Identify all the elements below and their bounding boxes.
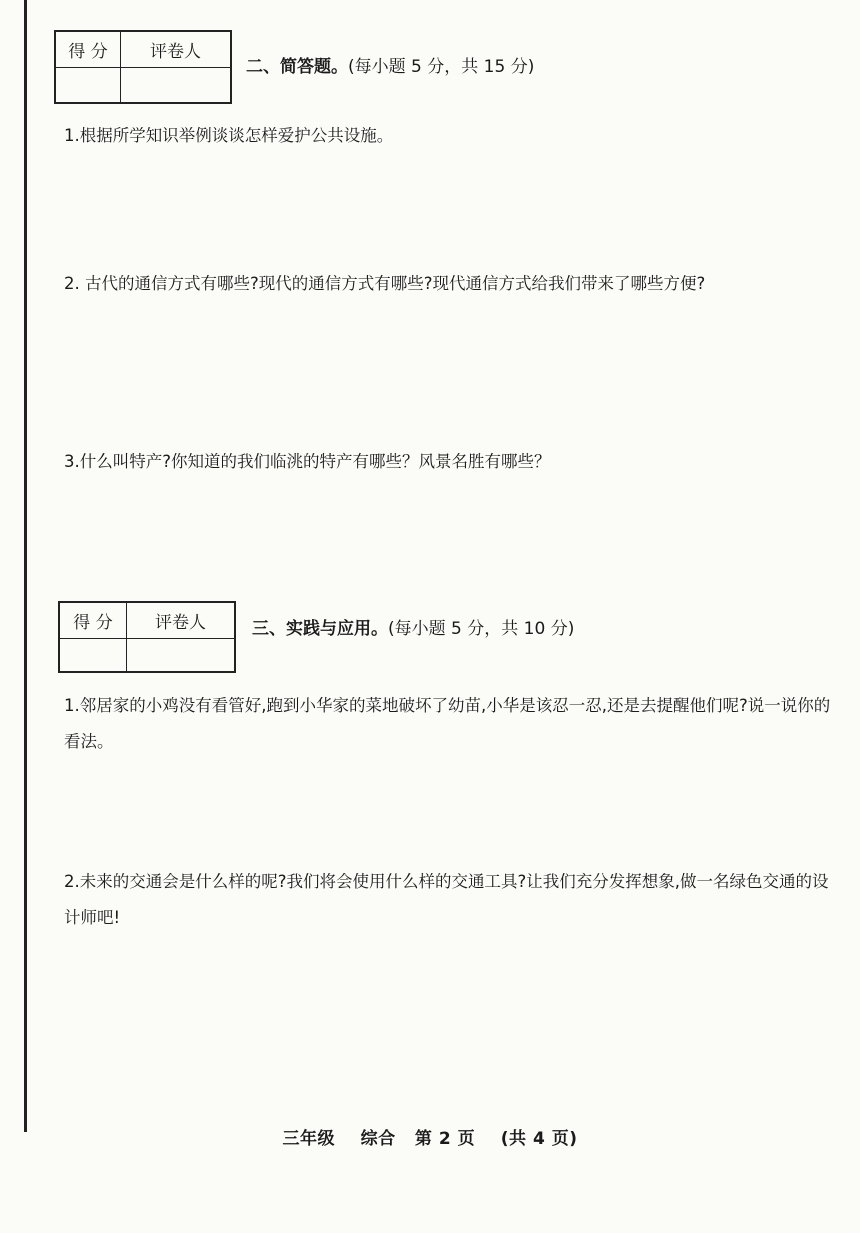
section2-question-1: 1.根据所学知识举例谈谈怎样爱护公共设施。: [64, 126, 394, 145]
binding-line: [24, 0, 27, 1132]
section2-question-3: 3.什么叫特产?你知道的我们临洮的特产有哪些？风景名胜有哪些？: [64, 452, 551, 471]
section2-title: [246, 52, 534, 77]
grader-cell[interactable]: [127, 638, 236, 672]
section3-question-2: 2.未来的交通会是什么样的呢?我们将会使用什么样的交通工具?让我们充分发挥想象,做一名绿色交通的设计师吧!: [64, 872, 829, 927]
section3-title: [252, 614, 574, 639]
score-label: 得 分: [59, 602, 127, 638]
page-footer: 三年级 综合 第 2 页 (共 4 页): [282, 1129, 578, 1149]
score-cell[interactable]: [59, 638, 127, 672]
grader-label: 评卷人: [121, 31, 232, 67]
score-label: 得 分: [55, 31, 121, 67]
score-table-section3: [58, 601, 236, 673]
section2-note: (每小题 5 分，共 15 分): [348, 57, 535, 77]
section3-note: (每小题 5 分，共 10 分): [388, 619, 575, 639]
grader-cell[interactable]: [121, 67, 232, 103]
section3-heading: 三、实践与应用。: [252, 619, 388, 639]
section2-question-2: 2. 古代的通信方式有哪些?现代的通信方式有哪些?现代通信方式给我们带来了哪些方便?: [64, 274, 706, 293]
grader-label: 评卷人: [127, 602, 236, 638]
score-cell[interactable]: [55, 67, 121, 103]
section2-heading: 二、简答题。: [246, 57, 348, 77]
section3-question-1: 1.邻居家的小鸡没有看管好,跑到小华家的菜地破坏了幼苗,小华是该忍一忍,还是去提醒他们呢?说一说你的看法。: [64, 696, 831, 751]
score-table-section2: [54, 30, 232, 104]
